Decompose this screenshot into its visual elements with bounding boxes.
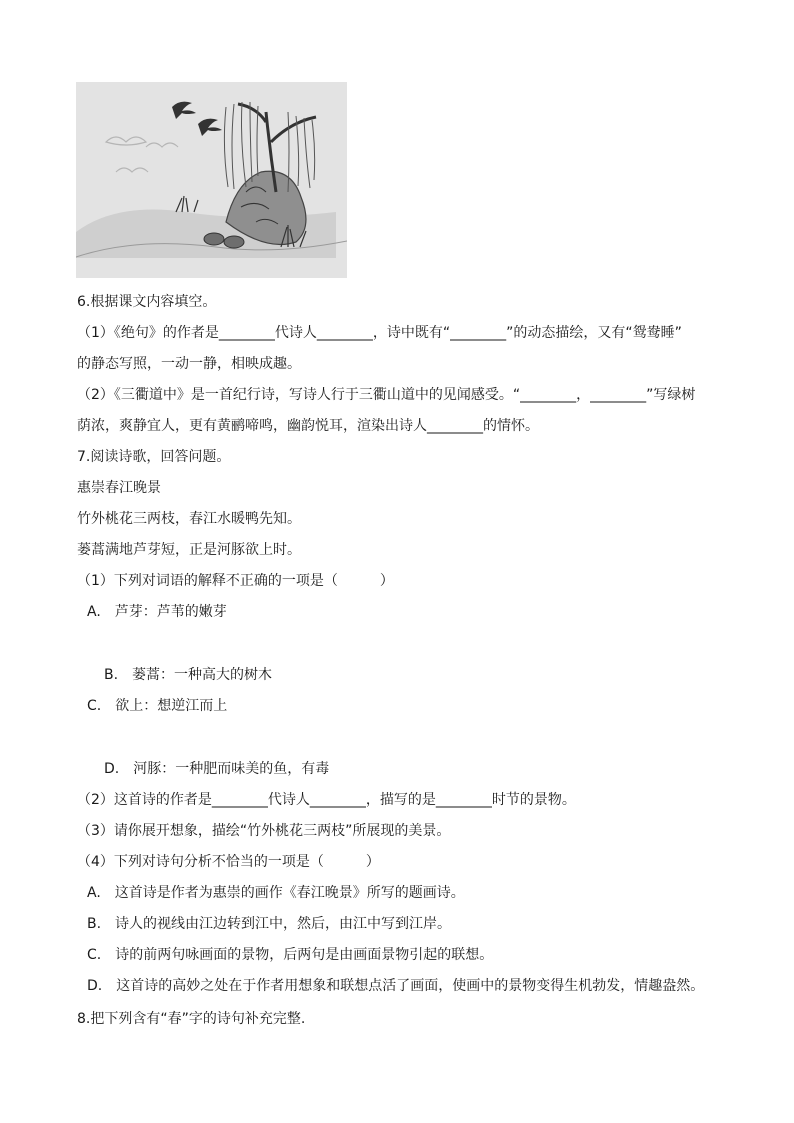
- poem-line-1: 竹外桃花三两枝，春江水暖鸭先知。: [77, 511, 301, 527]
- q7-sub4-option-a: A. 这首诗是作者为惠崇的画作《春江晚景》所写的题画诗。: [87, 885, 465, 901]
- q7-sub4-option-d: D. 这首诗的高妙之处在于作者用想象和联想点活了画面，使画中的景物变得生机勃发，情趣盎然。: [87, 978, 705, 994]
- q6-part1-line1: （1）《绝句》的作者是________代诗人________，诗中既有“________”的动态描绘，又有“鸳鸯睡”: [77, 325, 682, 341]
- question-7-title: 7.阅读诗歌，回答问题。: [77, 449, 231, 465]
- q7-sub1-option-b: B. 蒌蒿：一种高大的树木: [104, 667, 273, 683]
- q7-sub1: （1）下列对词语的解释不正确的一项是（ ）: [77, 573, 394, 589]
- q6-part2-line1: （2）《三衢道中》是一首纪行诗，写诗人行于三衢山道中的见闻感受。“________，________”写绿树: [77, 387, 696, 403]
- poem-line-2: 蒌蒿满地芦芽短，正是河豚欲上时。: [77, 542, 301, 558]
- q7-sub2: （2）这首诗的作者是________代诗人________，描写的是________时节的景物。: [77, 792, 576, 808]
- q7-sub3: （3）请你展开想象，描绘“竹外桃花三两枝”所展现的美景。: [77, 823, 451, 839]
- q7-sub4-option-b: B. 诗人的视线由江边转到江中，然后，由江中写到江岸。: [87, 916, 452, 932]
- poem-title: 惠崇春江晚景: [77, 480, 161, 496]
- q7-sub4: （4）下列对诗句分析不恰当的一项是（ ）: [77, 854, 380, 870]
- q7-sub1-option-a: A. 芦芽：芦苇的嫩芽: [87, 604, 227, 620]
- q6-part2-line2: 荫浓，爽静宜人，更有黄鹂啼鸣，幽韵悦耳，渲染出诗人________的情怀。: [77, 418, 539, 434]
- q7-sub4-option-c: C. 诗的前两句咏画面的景物，后两句是由画面景物引起的联想。: [87, 947, 494, 963]
- question-6-title: 6.根据课文内容填空。: [77, 294, 217, 310]
- poem-illustration: [76, 82, 347, 278]
- question-8-title: 8.把下列含有“春”字的诗句补充完整.: [77, 1011, 306, 1027]
- q7-sub1-option-c: C. 欲上：想逆江而上: [87, 698, 228, 714]
- q7-sub1-option-d: D. 河豚：一种肥而味美的鱼，有毒: [104, 761, 330, 777]
- illustration-drawing: [76, 82, 347, 278]
- q6-part1-line2: 的静态写照，一动一静，相映成趣。: [77, 356, 301, 372]
